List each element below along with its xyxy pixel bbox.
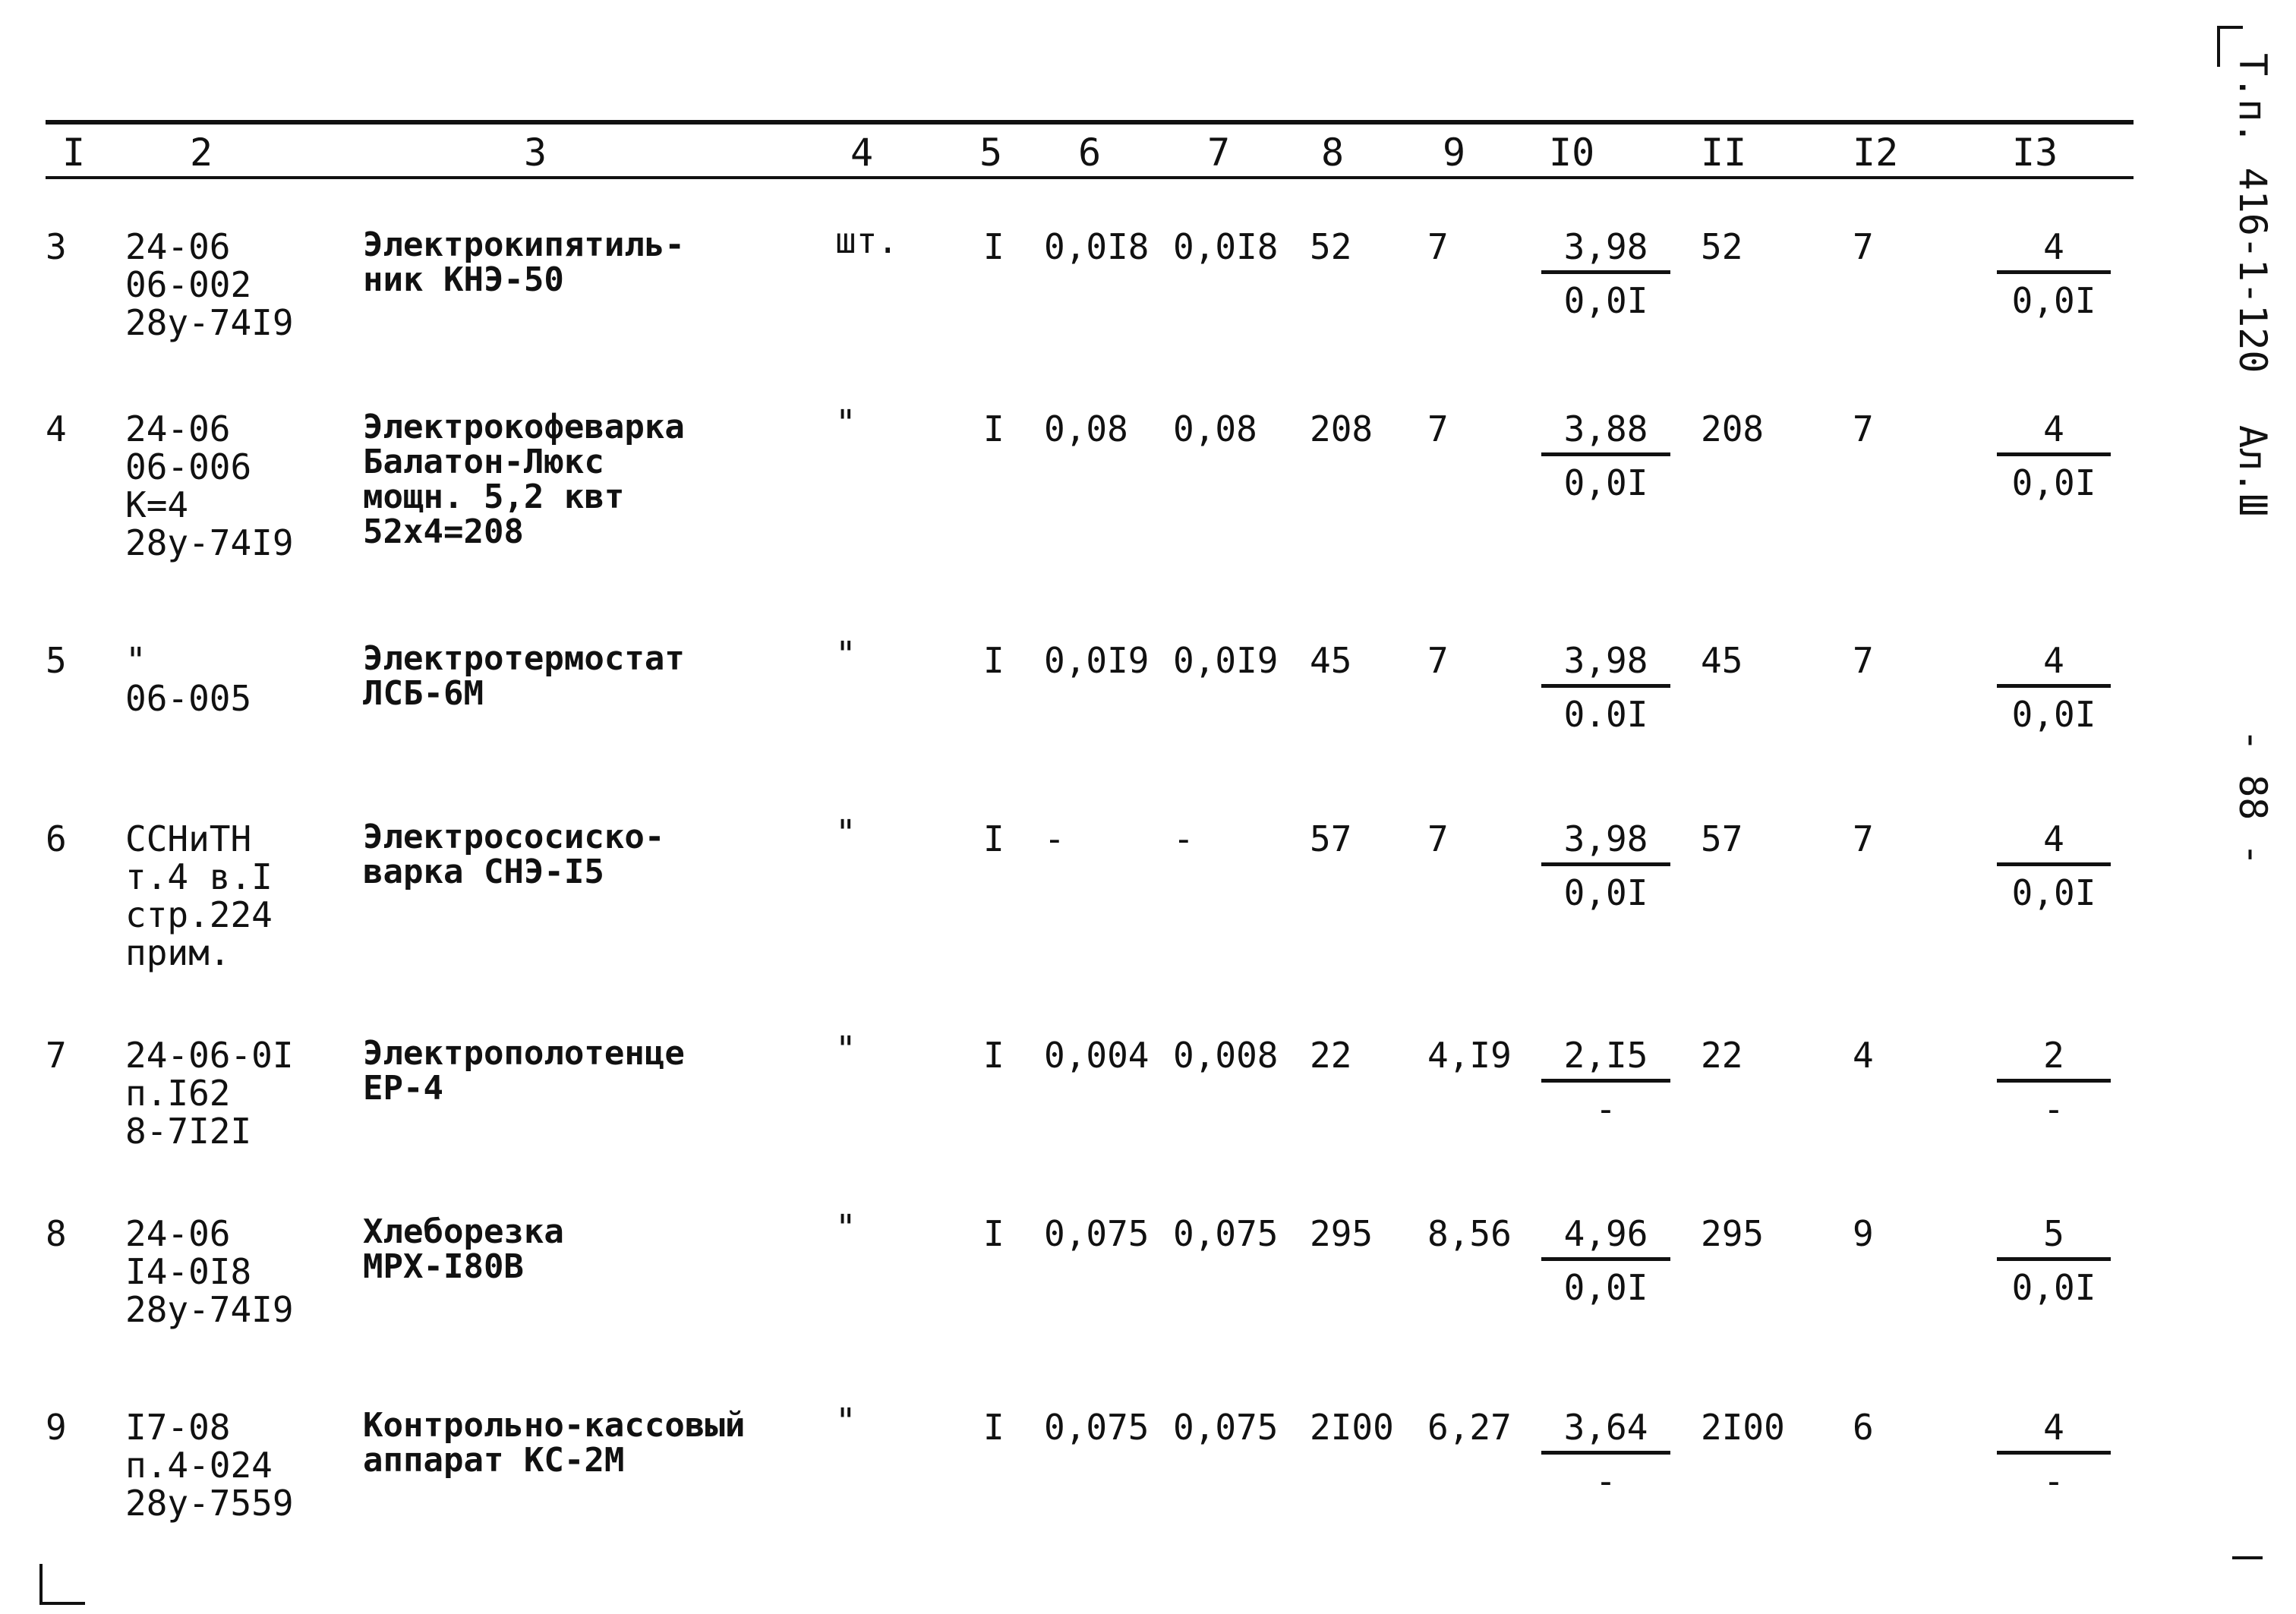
cell-c6: 0,08 bbox=[1044, 408, 1128, 449]
cell-c2: 24-06-0I п.I62 8-7I2I bbox=[125, 1035, 294, 1152]
cell-c8: 22 bbox=[1310, 1035, 1352, 1076]
cell-c11: 52 bbox=[1701, 226, 1743, 267]
header-cell-10: I0 bbox=[1549, 131, 1595, 175]
cell-c4: " bbox=[835, 634, 856, 675]
fraction-c10 bbox=[1541, 1408, 1670, 1500]
header-cell-7: 7 bbox=[1207, 131, 1231, 175]
document-reference: Т.п. 416-1-120 bbox=[2231, 53, 2275, 374]
fraction-numerator: 2,I5 bbox=[1541, 1036, 1670, 1083]
cell-c2: 24-06 06-006 К=4 28у-74I9 bbox=[125, 408, 294, 563]
fraction-numerator: 3,98 bbox=[1541, 820, 1670, 866]
fraction-denominator: 0,0I bbox=[1563, 280, 1648, 321]
cell-c2: 24-06 I4-0I8 28у-74I9 bbox=[125, 1213, 294, 1330]
cell-c2: 24-06 06-002 28у-74I9 bbox=[125, 226, 294, 343]
header-cell-2: 2 bbox=[190, 131, 213, 175]
cell-c9: 4,I9 bbox=[1427, 1035, 1512, 1076]
cell-c3: Хлеборезка МРХ-I80В bbox=[363, 1212, 564, 1286]
fraction-numerator: 3,98 bbox=[1541, 642, 1670, 688]
fraction-c10 bbox=[1541, 1036, 1670, 1128]
cell-c9: 7 bbox=[1427, 818, 1449, 859]
fraction-denominator: - bbox=[2043, 1461, 2064, 1502]
header-bottom-rule bbox=[46, 176, 2134, 179]
header-cell-1: I bbox=[62, 131, 86, 175]
cell-c3: Электротермостат ЛСБ-6М bbox=[363, 639, 685, 713]
cell-c8: 2I00 bbox=[1310, 1407, 1394, 1448]
cell-c7: 0,08 bbox=[1173, 408, 1257, 449]
header-cell-6: 6 bbox=[1078, 131, 1102, 175]
cell-c3: Электрокофеварка Балатон-Люкс мощн. 5,2 квт 52х4=208 bbox=[363, 408, 685, 551]
cell-c4: " bbox=[835, 1029, 856, 1070]
fraction-denominator: 0.0I bbox=[1563, 694, 1648, 735]
cell-c1: 9 bbox=[46, 1407, 67, 1448]
fraction-c13 bbox=[1997, 228, 2111, 320]
fraction-numerator: 2 bbox=[1997, 1036, 2111, 1083]
cell-c2: ССНиТН т.4 в.I стр.224 прим. bbox=[125, 818, 273, 973]
cell-c6: - bbox=[1044, 818, 1065, 859]
cell-c9: 7 bbox=[1427, 226, 1449, 267]
fraction-numerator: 5 bbox=[1997, 1215, 2111, 1261]
cell-c5: I bbox=[983, 408, 1004, 449]
fraction-c10 bbox=[1541, 642, 1670, 733]
cell-c1: 7 bbox=[46, 1035, 67, 1076]
cell-c11: 45 bbox=[1701, 640, 1743, 681]
header-cell-5: 5 bbox=[979, 131, 1003, 175]
cell-c9: 7 bbox=[1427, 408, 1449, 449]
fraction-denominator: 0,0I bbox=[1563, 872, 1648, 913]
corner-mark-bottom-left bbox=[39, 1564, 85, 1605]
corner-mark-bottom-right bbox=[2232, 1518, 2263, 1559]
cell-c3: Электрососиско- варка СНЭ-I5 bbox=[363, 818, 665, 891]
cell-c4: шт. bbox=[835, 220, 899, 261]
cell-c8: 57 bbox=[1310, 818, 1352, 859]
cell-c7: 0,075 bbox=[1173, 1407, 1279, 1448]
fraction-c10 bbox=[1541, 410, 1670, 502]
header-cell-4: 4 bbox=[850, 131, 874, 175]
fraction-numerator: 4 bbox=[1997, 228, 2111, 274]
cell-c3: Электрокипятиль- ник КНЭ-50 bbox=[363, 225, 685, 299]
fraction-numerator: 3,88 bbox=[1541, 410, 1670, 456]
fraction-denominator: 0,0I bbox=[2011, 1267, 2096, 1308]
cell-c1: 4 bbox=[46, 408, 67, 449]
cell-c9: 6,27 bbox=[1427, 1407, 1512, 1448]
fraction-denominator: 0,0I bbox=[1563, 462, 1648, 503]
cell-c12: 7 bbox=[1853, 408, 1874, 449]
fraction-denominator: 0,0I bbox=[2011, 462, 2096, 503]
fraction-c13 bbox=[1997, 642, 2111, 733]
fraction-c10 bbox=[1541, 228, 1670, 320]
fraction-c13 bbox=[1997, 820, 2111, 912]
cell-c4: " bbox=[835, 812, 856, 853]
cell-c5: I bbox=[983, 640, 1004, 681]
cell-c5: I bbox=[983, 818, 1004, 859]
cell-c12: 9 bbox=[1853, 1213, 1874, 1254]
header-top-rule bbox=[46, 120, 2134, 125]
cell-c6: 0,075 bbox=[1044, 1213, 1150, 1254]
cell-c3: Электрополотенце ЕР-4 bbox=[363, 1034, 685, 1108]
cell-c2: I7-08 п.4-024 28у-7559 bbox=[125, 1407, 294, 1524]
cell-c4: " bbox=[835, 1401, 856, 1442]
cell-c9: 7 bbox=[1427, 640, 1449, 681]
header-cell-13: I3 bbox=[2012, 131, 2058, 175]
cell-c8: 208 bbox=[1310, 408, 1374, 449]
cell-c5: I bbox=[983, 1035, 1004, 1076]
cell-c11: 22 bbox=[1701, 1035, 1743, 1076]
fraction-c10 bbox=[1541, 820, 1670, 912]
fraction-numerator: 4 bbox=[1997, 642, 2111, 688]
fraction-c13 bbox=[1997, 1408, 2111, 1500]
cell-c7: 0,0I9 bbox=[1173, 640, 1279, 681]
cell-c11: 57 bbox=[1701, 818, 1743, 859]
cell-c1: 5 bbox=[46, 640, 67, 681]
header-cell-12: I2 bbox=[1853, 131, 1899, 175]
cell-c12: 4 bbox=[1853, 1035, 1874, 1076]
fraction-denominator: 0,0I bbox=[2011, 872, 2096, 913]
fraction-denominator: 0,0I bbox=[1563, 1267, 1648, 1308]
cell-c11: 2I00 bbox=[1701, 1407, 1785, 1448]
header-cell-3: 3 bbox=[524, 131, 547, 175]
cell-c11: 208 bbox=[1701, 408, 1765, 449]
fraction-c13 bbox=[1997, 410, 2111, 502]
cell-c7: 0,008 bbox=[1173, 1035, 1279, 1076]
cell-c3: Контрольно-кассовый аппарат КС-2М bbox=[363, 1406, 746, 1480]
cell-c6: 0,004 bbox=[1044, 1035, 1150, 1076]
fraction-denominator: 0,0I bbox=[2011, 694, 2096, 735]
header-cell-9: 9 bbox=[1443, 131, 1466, 175]
cell-c11: 295 bbox=[1701, 1213, 1765, 1254]
cell-c1: 3 bbox=[46, 226, 67, 267]
fraction-denominator: - bbox=[1595, 1461, 1616, 1502]
cell-c6: 0,075 bbox=[1044, 1407, 1150, 1448]
cell-c12: 7 bbox=[1853, 818, 1874, 859]
fraction-numerator: 3,64 bbox=[1541, 1408, 1670, 1455]
cell-c12: 7 bbox=[1853, 640, 1874, 681]
fraction-numerator: 4 bbox=[1997, 1408, 2111, 1455]
fraction-numerator: 3,98 bbox=[1541, 228, 1670, 274]
fraction-c13 bbox=[1997, 1036, 2111, 1128]
cell-c8: 52 bbox=[1310, 226, 1352, 267]
fraction-denominator: 0,0I bbox=[2011, 280, 2096, 321]
fraction-c13 bbox=[1997, 1215, 2111, 1307]
cell-c12: 7 bbox=[1853, 226, 1874, 267]
fraction-denominator: - bbox=[2043, 1089, 2064, 1130]
fraction-numerator: 4 bbox=[1997, 410, 2111, 456]
cell-c4: " bbox=[835, 1207, 856, 1248]
cell-c7: 0,0I8 bbox=[1173, 226, 1279, 267]
header-cell-11: II bbox=[1701, 131, 1747, 175]
cell-c5: I bbox=[983, 1407, 1004, 1448]
fraction-numerator: 4,96 bbox=[1541, 1215, 1670, 1261]
album-label: Ал.Ш bbox=[2231, 425, 2275, 517]
fraction-denominator: - bbox=[1595, 1089, 1616, 1130]
cell-c8: 295 bbox=[1310, 1213, 1374, 1254]
cell-c7: - bbox=[1173, 818, 1194, 859]
cell-c6: 0,0I9 bbox=[1044, 640, 1150, 681]
cell-c4: " bbox=[835, 402, 856, 443]
cell-c5: I bbox=[983, 226, 1004, 267]
cell-c2: " 06-005 bbox=[125, 640, 252, 719]
header-cell-8: 8 bbox=[1321, 131, 1345, 175]
page-number: - 88 - bbox=[2231, 729, 2275, 866]
cell-c12: 6 bbox=[1853, 1407, 1874, 1448]
fraction-numerator: 4 bbox=[1997, 820, 2111, 866]
fraction-c10 bbox=[1541, 1215, 1670, 1307]
cell-c5: I bbox=[983, 1213, 1004, 1254]
cell-c6: 0,0I8 bbox=[1044, 226, 1150, 267]
cell-c1: 8 bbox=[46, 1213, 67, 1254]
cell-c7: 0,075 bbox=[1173, 1213, 1279, 1254]
cell-c8: 45 bbox=[1310, 640, 1352, 681]
cell-c1: 6 bbox=[46, 818, 67, 859]
cell-c9: 8,56 bbox=[1427, 1213, 1512, 1254]
